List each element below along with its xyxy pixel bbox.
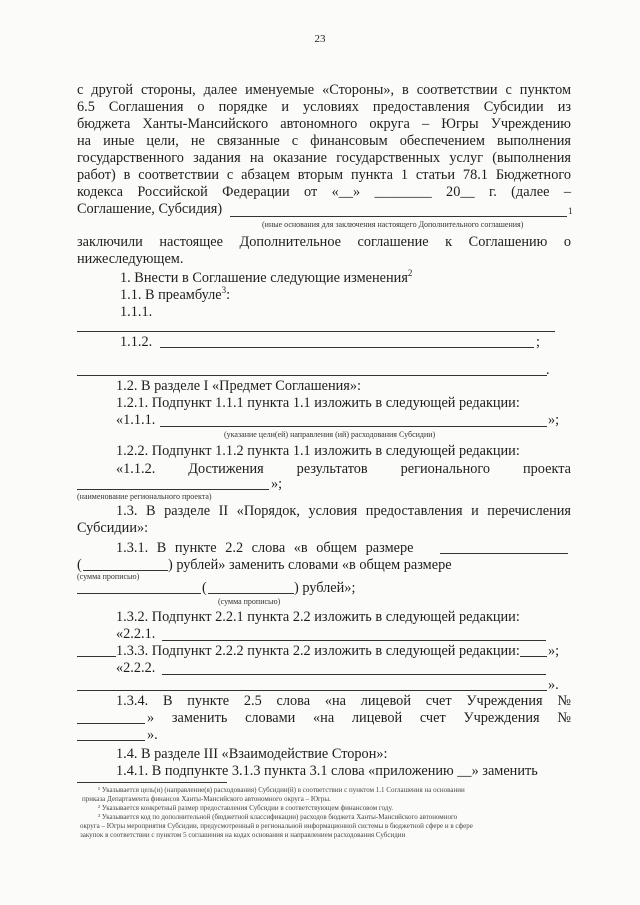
text-line: 1.4. В разделе III «Взаимодействие Сторон»: bbox=[116, 746, 388, 762]
text-line: ) рублей»; bbox=[294, 580, 356, 596]
text-line: 1.3. В разделе II «Порядок, условия предоставления и перечисления bbox=[116, 503, 571, 519]
text-line: ( bbox=[202, 580, 207, 596]
fill-in-line bbox=[160, 426, 547, 427]
text-line: ( bbox=[77, 557, 82, 573]
text-line: 1.3.3. Подпункт 2.2.2 пункта 2.2 изложить в следующей редакции: bbox=[116, 643, 520, 659]
text-line: 1.3.1. В пункте 2.2 слова «в общем размере bbox=[116, 540, 414, 556]
text-line: »; bbox=[548, 412, 560, 428]
text-line: ». bbox=[147, 727, 158, 743]
text-line: государственного задания на оказание государственных услуг (выполнения bbox=[77, 150, 571, 166]
text-line: 6.5 Соглашения о порядке и условиях предоставления Субсидии из bbox=[77, 99, 571, 115]
fill-in-line bbox=[162, 640, 546, 641]
text-line: ». bbox=[548, 677, 559, 693]
fill-in-line bbox=[77, 740, 145, 741]
fill-in-line bbox=[208, 593, 294, 594]
fill-in-line bbox=[162, 674, 546, 675]
field-caption: (сумма прописью) bbox=[77, 572, 140, 581]
text-line: «2.2.2. bbox=[116, 660, 156, 676]
field-caption: (указание цели(ей) направления (ий) расходования Субсидии) bbox=[224, 430, 436, 439]
fill-in-line bbox=[230, 216, 567, 217]
text-line: ) рублей» заменить словами «в общем размере bbox=[168, 557, 452, 573]
text-line: «1.1.2. Достижения результатов регионального проекта bbox=[116, 461, 571, 477]
text-line: 1.2. В разделе I «Предмет Соглашения»: bbox=[116, 378, 361, 394]
fill-in-line bbox=[77, 489, 269, 490]
footnote: ¹ Указывается цель(и) (направление(я) расходования) Субсидии(й) в соответствии с пунктом 1.1 Соглашения на основании bbox=[98, 786, 465, 794]
footnote-separator bbox=[77, 782, 227, 783]
text-line: 1. Внести в Соглашение следующие изменения$^2$ bbox=[120, 268, 413, 286]
fill-in-line bbox=[440, 553, 568, 554]
fill-in-line bbox=[77, 723, 145, 724]
text-line: 1.2.1. Подпункт 1.1.1 пункта 1.1 изложить в следующей редакции: bbox=[116, 395, 520, 411]
text-line: «1.1.1. bbox=[116, 412, 156, 428]
text-line: на иные цели, не связанные с финансовым обеспечением выполнения bbox=[77, 133, 571, 149]
fill-in-line bbox=[77, 331, 555, 332]
page-number: 23 bbox=[314, 33, 326, 45]
field-caption: (сумма прописью) bbox=[218, 597, 281, 606]
footnote: закупок в соответствии с пунктом 5 соглашения на кодах основания и направлением расходования Субсидии bbox=[80, 831, 406, 839]
text-line: 1.1.1. bbox=[120, 304, 153, 320]
footnote-ref: 1 bbox=[568, 206, 573, 216]
fill-in-line bbox=[77, 690, 547, 691]
text-line: »; bbox=[271, 476, 283, 492]
fill-in-line bbox=[77, 593, 201, 594]
footnote: ³ Указывается код по дополнительной (бюджетной классификации) расходов бюджета Ханты-Мансийского автономного bbox=[98, 813, 458, 821]
footnote: округа – Югры мероприятия Субсидии, предусмотренный в региональной информационной системы в бюджетной сфере и в сфере bbox=[80, 822, 473, 830]
fill-in-line bbox=[77, 375, 547, 376]
text-line: бюджета Ханты-Мансийского автономного округа – Югры Учреждению bbox=[77, 116, 571, 132]
text-line: «2.2.1. bbox=[116, 626, 156, 642]
text-line: кодекса Российской Федерации от «__» ________ 20__ г. (далее – bbox=[77, 184, 571, 200]
text-line: ; bbox=[536, 334, 540, 350]
field-caption: (наименование регионального проекта) bbox=[77, 492, 212, 501]
text-line: заключили настоящее Дополнительное соглашение к Соглашению о bbox=[77, 234, 571, 250]
text-line: 1.3.2. Подпункт 2.2.1 пункта 2.2 изложить в следующей редакции: bbox=[116, 609, 520, 625]
text-line: Соглашение, Субсидия) bbox=[77, 201, 223, 217]
text-line: 1.1.2. bbox=[120, 334, 153, 350]
footnote: приказа Департамента финансов Ханты-Мансийского автономного округа – Югры. bbox=[82, 795, 331, 803]
text-line: Субсидии»: bbox=[77, 520, 149, 536]
footnote: ² Указывается конкретный размер предоставления Субсидии в соответствующем финансовом году. bbox=[98, 804, 394, 812]
text-line: 1.3.4. В пункте 2.5 слова «на лицевой счет Учреждения № bbox=[116, 693, 571, 709]
text-line: » заменить словами «на лицевой счет Учреждения № bbox=[147, 710, 571, 726]
text-line: с другой стороны, далее именуемые «Стороны», в соответствии с пунктом bbox=[77, 82, 571, 98]
text-line: »; bbox=[548, 643, 560, 659]
field-caption: (иные основания для заключения настоящего Дополнительного соглашения) bbox=[262, 220, 524, 229]
text-line: работ) в соответствии с абзацем вторым пункта 1 статьи 78.1 Бюджетного bbox=[77, 167, 571, 183]
fill-in-line bbox=[83, 570, 168, 571]
text-line: нижеследующем. bbox=[77, 251, 184, 267]
text-line: 1.1. В преамбуле$^3$: bbox=[120, 285, 231, 303]
text-line: 1.4.1. В подпункте 3.1.3 пункта 3.1 слова «приложению __» заменить bbox=[116, 763, 538, 779]
text-line: 1.2.2. Подпункт 1.1.2 пункта 1.1 изложить в следующей редакции: bbox=[116, 443, 520, 459]
fill-in-line bbox=[160, 347, 534, 348]
text-line: . bbox=[546, 362, 550, 378]
